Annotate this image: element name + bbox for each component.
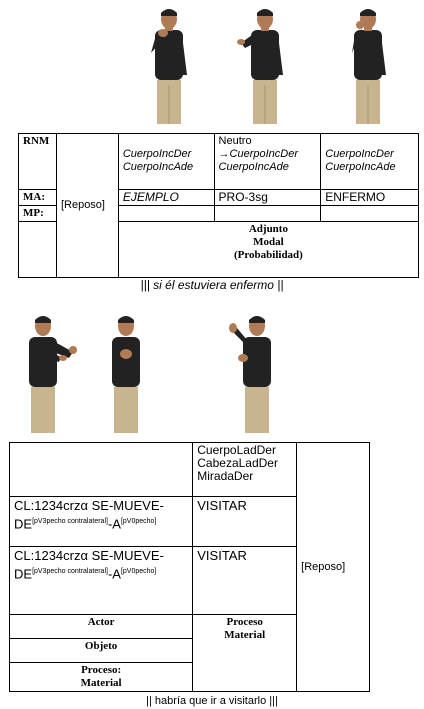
proceso-left-line1: Proceso:	[81, 664, 122, 676]
rnm-col3-line1: CuerpoIncDer	[325, 148, 394, 160]
gloss-table-2	[9, 442, 370, 692]
adjunto-line2: Modal	[253, 236, 284, 248]
ma-col1: EJEMPLO	[118, 190, 214, 206]
rnm-col1-line1: CuerpoIncDer	[122, 148, 192, 160]
gloss-row-2	[10, 547, 193, 615]
gloss-row-2-a: -A	[107, 566, 121, 582]
caption-1: ||| si él estuviera enfermo ||	[140, 278, 284, 292]
rnm-col2-line0: Neutro	[218, 135, 252, 147]
proceso-right-line2: Material	[224, 629, 266, 641]
gloss-row-1-sup1: [pV3pecho contralateral]	[32, 518, 108, 525]
gloss-row-1	[10, 497, 193, 547]
nm-cell	[193, 443, 297, 497]
rnm-col3	[321, 134, 419, 190]
proceso-material-right	[193, 615, 297, 692]
signer-photo-5	[104, 312, 160, 436]
caption-2: || habría que ir a visitarlo |||	[146, 695, 278, 707]
reposo-cell-2: [Reposo]	[297, 443, 370, 692]
nm-line1: CuerpoLadDer	[197, 443, 276, 457]
signer-photo-3	[340, 3, 396, 127]
proceso-right-line1: Proceso	[226, 616, 263, 628]
nm-line2: CabezaLadDer	[197, 456, 278, 470]
rnm-label: RNM	[19, 134, 57, 190]
mp-col1	[118, 206, 214, 222]
gloss-table-1	[18, 133, 419, 278]
gloss-row-2-sup1: [pV3pecho contralateral]	[32, 568, 108, 575]
actor-cell: Actor	[10, 615, 193, 639]
proceso-material-left	[10, 663, 193, 692]
gloss-row-1-a: -A	[107, 516, 121, 532]
empty-top-left-cell	[10, 443, 193, 497]
nm-line3: MiradaDer	[197, 469, 254, 483]
mp-label: MP:	[19, 206, 57, 222]
verb-row-2: VISITAR	[193, 547, 297, 615]
gloss-row-1-main: CL:1234crzα SE-MUEVE-	[14, 498, 164, 513]
signer-photo-1	[141, 3, 197, 127]
gloss-row-1-sup2: [pV0pecho]	[120, 518, 157, 525]
adjunto-modal-cell	[118, 222, 418, 278]
objeto-cell: Objeto	[10, 639, 193, 663]
gloss-row-2-main: CL:1234crzα SE-MUEVE-	[14, 548, 164, 563]
proceso-left-line2: Material	[80, 677, 122, 689]
gloss-row-2-sup2: [pV0pecho]	[120, 568, 157, 575]
ma-col2: PRO-3sg	[214, 190, 321, 206]
rnm-col1-line2: CuerpoIncAde	[122, 161, 194, 173]
gloss-row-1-de: DE	[14, 516, 33, 532]
ma-col3: ENFERMO	[321, 190, 419, 206]
adjunto-line3: (Probabilidad)	[233, 249, 303, 261]
rnm-col1	[118, 134, 214, 190]
rnm-col2	[214, 134, 321, 190]
signer-photo-2	[237, 3, 293, 127]
adjunto-line1: Adjunto	[248, 223, 288, 235]
verb-row-1: VISITAR	[193, 497, 297, 547]
ma-label: MA:	[19, 190, 57, 206]
reposo-cell: [Reposo]	[56, 134, 118, 278]
rnm-col3-line2: CuerpoIncAde	[325, 161, 396, 173]
signer-photo-4	[21, 312, 77, 436]
mp-col3	[321, 206, 419, 222]
rnm-col2-line2: CuerpoIncAde	[218, 161, 289, 173]
mp-col2	[214, 206, 321, 222]
rnm-col2-line1: →CuerpoIncDer	[218, 148, 299, 160]
signer-photo-6	[227, 312, 283, 436]
empty-label-cell	[19, 222, 57, 278]
gloss-row-2-de: DE	[14, 566, 33, 582]
